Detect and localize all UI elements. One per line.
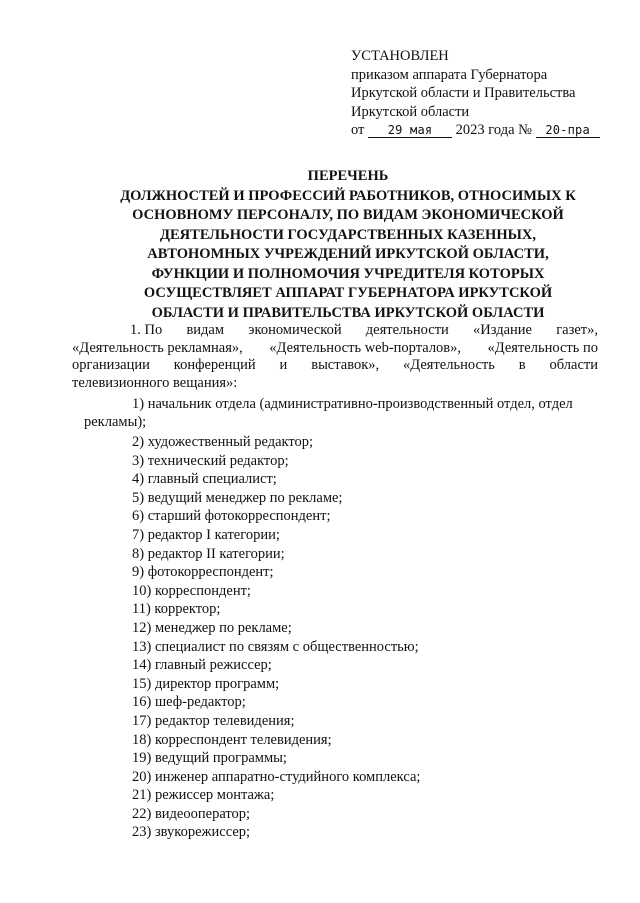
approval-line-2: приказом аппарата Губернатора xyxy=(351,66,548,83)
list-item xyxy=(122,452,598,471)
title-line: ДОЛЖНОСТЕЙ И ПРОФЕССИЙ РАБОТНИКОВ, ОТНОСИМЫХ К xyxy=(120,187,576,204)
date-year: 2023 года № xyxy=(455,122,532,138)
title-line: ФУНКЦИИ И ПОЛНОМОЧИЯ УЧРЕДИТЕЛЯ КОТОРЫХ xyxy=(151,265,545,282)
list-item xyxy=(122,656,598,675)
list-item-text: 8) редактор II категории; xyxy=(132,545,285,562)
list-item xyxy=(122,470,598,489)
list-item xyxy=(122,693,598,712)
list-item-text: 5) ведущий менеджер по рекламе; xyxy=(132,489,343,506)
list-item-text: 2) художественный редактор; xyxy=(132,434,314,450)
positions-list xyxy=(84,395,598,842)
list-item xyxy=(122,805,598,824)
list-item xyxy=(122,786,598,805)
list-item xyxy=(122,600,598,619)
list-item-text: 21) режиссер монтажа; xyxy=(132,787,275,804)
intro-line-1: 1. По видам экономической деятельности «Издание газет», xyxy=(130,322,598,338)
list-item-text: 1) начальник отдела (административно-производственный отдел, отдел xyxy=(132,396,573,412)
intro-line-2: «Деятельность рекламная», «Деятельность web-порталов», «Деятельность по xyxy=(72,339,598,356)
order-number: 20-пра xyxy=(536,123,600,138)
title-line: ОСНОВНОМУ ПЕРСОНАЛУ, ПО ВИДАМ ЭКОНОМИЧЕСКОЙ xyxy=(132,207,564,223)
list-item xyxy=(122,675,598,694)
list-item xyxy=(122,489,598,508)
intro-line-3: организации конференций и выставок», «Деятельность в области xyxy=(72,357,598,373)
list-item xyxy=(122,507,598,526)
list-item-text: 16) шеф-редактор; xyxy=(132,694,246,711)
list-item-text: 6) старший фотокорреспондент; xyxy=(132,508,331,525)
list-item xyxy=(122,582,598,601)
list-item-text: 7) редактор I категории; xyxy=(132,526,280,543)
list-item-text: 9) фотокорреспондент; xyxy=(132,564,274,581)
intro-paragraph xyxy=(72,322,598,392)
approval-line-3: Иркутской области и Правительства xyxy=(351,85,576,101)
list-item xyxy=(122,731,598,750)
list-item-text: 22) видеооператор; xyxy=(132,805,251,822)
list-item-text: 13) специалист по связям с общественностью; xyxy=(132,638,419,655)
list-item-text: 17) редактор телевидения; xyxy=(132,712,295,729)
approval-line-4: Иркутской области xyxy=(351,103,470,120)
approval-date-line xyxy=(351,121,611,140)
intro-line-4: телевизионного вещания»: xyxy=(72,374,238,391)
list-item-text: 19) ведущий программы; xyxy=(132,750,287,767)
list-item-text: 11) корректор; xyxy=(132,601,221,618)
document-title xyxy=(100,167,596,323)
list-item-text: 18) корреспондент телевидения; xyxy=(132,731,332,748)
list-item xyxy=(122,563,598,582)
list-item xyxy=(122,526,598,545)
list-item-text: 15) директор программ; xyxy=(132,675,280,692)
date-day-month: 29 мая xyxy=(368,123,452,138)
list-item xyxy=(84,395,598,431)
list-item-continuation: рекламы); xyxy=(84,414,147,430)
list-item-text: 12) менеджер по рекламе; xyxy=(132,619,292,636)
list-item-text: 14) главный режиссер; xyxy=(132,657,272,674)
list-item xyxy=(122,619,598,638)
list-item xyxy=(122,638,598,657)
list-item xyxy=(122,545,598,564)
approval-heading: УСТАНОВЛЕН xyxy=(351,48,449,64)
list-item xyxy=(122,768,598,787)
title-line: ОСУЩЕСТВЛЯЕТ АППАРАТ ГУБЕРНАТОРА ИРКУТСКОЙ xyxy=(143,285,553,301)
list-item-text: 4) главный специалист; xyxy=(132,471,277,488)
approval-stamp xyxy=(351,47,611,140)
list-item xyxy=(122,712,598,731)
list-item-text: 10) корреспондент; xyxy=(132,582,251,599)
list-item xyxy=(122,433,598,452)
list-item xyxy=(122,823,598,842)
date-prefix: от xyxy=(351,122,365,138)
list-item-text: 3) технический редактор; xyxy=(132,452,289,469)
title-line: АВТОНОМНЫХ УЧРЕЖДЕНИЙ ИРКУТСКОЙ ОБЛАСТИ, xyxy=(147,246,549,262)
list-item-text: 20) инженер аппаратно-студийного комплекса; xyxy=(132,768,421,785)
document-body xyxy=(72,322,598,842)
list-item-text: 23) звукорежиссер; xyxy=(132,824,251,841)
list-item xyxy=(122,749,598,768)
title-line: ПЕРЕЧЕНЬ xyxy=(307,168,389,184)
title-line: ОБЛАСТИ И ПРАВИТЕЛЬСТВА ИРКУТСКОЙ ОБЛАСТИ xyxy=(151,304,545,321)
title-line: ДЕЯТЕЛЬНОСТИ ГОСУДАРСТВЕННЫХ КАЗЕННЫХ, xyxy=(160,226,536,243)
